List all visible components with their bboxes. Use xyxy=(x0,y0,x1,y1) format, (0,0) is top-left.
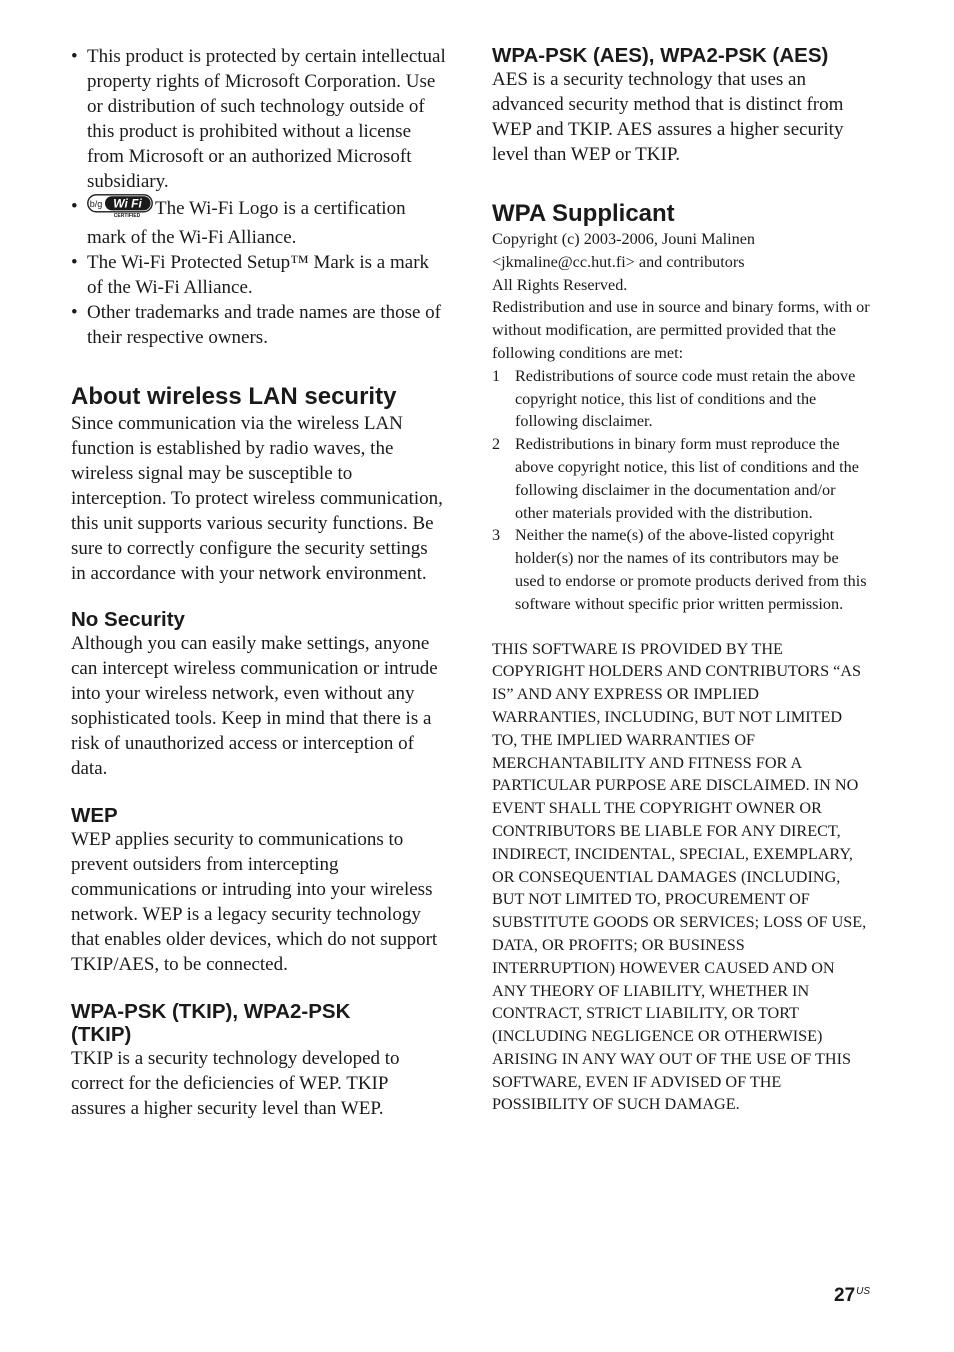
no-security-text: Although you can easily make settings, anyone can intercept wireless communication or intrude into your wireless network, even without any sophisticated tools. Keep in mind that there is a risk of unauthorized access or interception of data. xyxy=(71,633,438,779)
condition-text: Neither the name(s) of the above-listed copyright holder(s) nor the names of its contributors may be used to endorse or promote products derived from this software without specific prior written permission. xyxy=(515,526,867,613)
list-item xyxy=(492,433,870,524)
list-item xyxy=(71,194,447,250)
condition-number: 3 xyxy=(492,526,501,545)
list-item xyxy=(492,365,870,433)
microsoft-notice: This product is protected by certain intellectual property rights of Microsoft Corporation. Use or distribution of such technology outside of this product is prohibited without a license from Microsoft or an authorized Microsoft subsidiary. xyxy=(87,46,446,192)
condition-text: Redistributions in binary form must reproduce the above copyright notice, this list of conditions and the following disclaimer in the documentation and/or other materials provided with the distribution. xyxy=(515,435,859,522)
list-item xyxy=(71,300,447,350)
wifi-logo-notice: The Wi-Fi Logo is a certification mark of the Wi-Fi Alliance. xyxy=(87,198,406,248)
list-item xyxy=(71,44,447,194)
aes-heading: WPA-PSK (AES), WPA2-PSK (AES) xyxy=(492,44,829,67)
svg-text:b/g: • b/g xyxy=(89,199,103,209)
right-column xyxy=(492,44,870,1116)
page-region-suffix: US xyxy=(856,1286,871,1297)
tkip-text: TKIP is a security technology developed to correct for the deficiencies of WEP. TKIP assures a higher security level than WEP. xyxy=(71,1048,400,1119)
copyright-contact: <jkmaline@cc.hut.fi> and contributors xyxy=(492,252,745,271)
wpa-supplicant-heading: WPA Supplicant xyxy=(492,200,675,227)
about-wireless-lan-security-text: Since communication via the wireless LAN function is established by radio waves, the wireless signal may be susceptible to interception. To protect wireless communication, this unit supports various security functions. Be sure to correctly configure the security settings in accordance with your network environment. xyxy=(71,413,443,584)
trademarks-notice: Other trademarks and trade names are those of their respective owners. xyxy=(87,302,441,348)
wifi-certified-logo-icon xyxy=(87,194,153,225)
aes-text: AES is a security technology that uses an advanced security method that is distinct from WEP and TKIP. AES assures a higher security level than WEP or TKIP. xyxy=(492,69,844,165)
wep-heading: WEP xyxy=(71,804,118,827)
svg-text:CERTIFIED: CERTIFIED xyxy=(113,213,141,218)
license-intro: Redistribution and use in source and binary forms, with or without modification, are permitted provided that the following conditions are met: xyxy=(492,298,870,362)
list-item xyxy=(492,524,870,615)
tkip-heading-line1: WPA-PSK (TKIP), WPA2-PSK xyxy=(71,1000,351,1023)
page-number xyxy=(834,1281,870,1307)
rights-reserved: All Rights Reserved. xyxy=(492,275,628,294)
wps-notice: The Wi-Fi Protected Setup™ Mark is a mark of the Wi-Fi Alliance. xyxy=(87,252,430,298)
left-column xyxy=(71,44,447,1121)
copyright-line: Copyright (c) 2003-2006, Jouni Malinen xyxy=(492,230,756,248)
page-number-value: 27 xyxy=(834,1285,856,1306)
condition-number: 2 xyxy=(492,435,501,454)
copyright-notice xyxy=(492,228,870,296)
license-disclaimer: THIS SOFTWARE IS PROVIDED BY THE COPYRIGHT HOLDERS AND CONTRIBUTORS “AS IS” AND ANY EXPRESS OR IMPLIED WARRANTIES, INCLUDING, BUT NOT LIMITED TO, THE IMPLIED WARRANTIES OF MERCHANTABILITY AND FITNESS FOR A PARTICULAR PURPOSE ARE DISCLAIMED. IN NO EVENT SHALL THE COPYRIGHT OWNER OR CONTRIBUTORS BE LIABLE FOR ANY DIRECT, INDIRECT, INCIDENTAL, SPECIAL, EXEMPLARY, OR CONSEQUENTIAL DAMAGES (INCLUDING, BUT NOT LIMITED TO, PROCUREMENT OF SUBSTITUTE GOODS OR SERVICES; LOSS OF USE, DATA, OR PROFITS; OR BUSINESS INTERRUPTION) HOWEVER CAUSED AND ON ANY THEORY OF LIABILITY, WHETHER IN CONTRACT, STRICT LIABILITY, OR TORT (INCLUDING NEGLIGENCE OR OTHERWISE) ARISING IN ANY WAY OUT OF THE USE OF THIS SOFTWARE, EVEN IF ADVISED OF THE POSSIBILITY OF SUCH DAMAGE. xyxy=(492,639,867,1114)
tkip-heading xyxy=(71,1000,447,1046)
no-security-heading: No Security xyxy=(71,608,185,631)
condition-number: 1 xyxy=(492,366,501,385)
list-item xyxy=(71,250,447,300)
condition-text: Redistributions of source code must retain the above copyright notice, this list of conditions and the following disclaimer. xyxy=(515,366,856,431)
tkip-heading-line2: (TKIP) xyxy=(71,1023,132,1046)
license-conditions xyxy=(492,365,870,616)
about-wireless-lan-security-heading: About wireless LAN security xyxy=(71,383,397,410)
trademark-notice-list xyxy=(71,44,447,350)
wep-text: WEP applies security to communications to prevent outsiders from intercepting communications or intruding into your wireless network. WEP is a legacy security technology that enables older devices, which do not support TKIP/AES, to be connected. xyxy=(71,829,438,975)
svg-text:Wi Fi: Wi Fi xyxy=(113,196,142,211)
